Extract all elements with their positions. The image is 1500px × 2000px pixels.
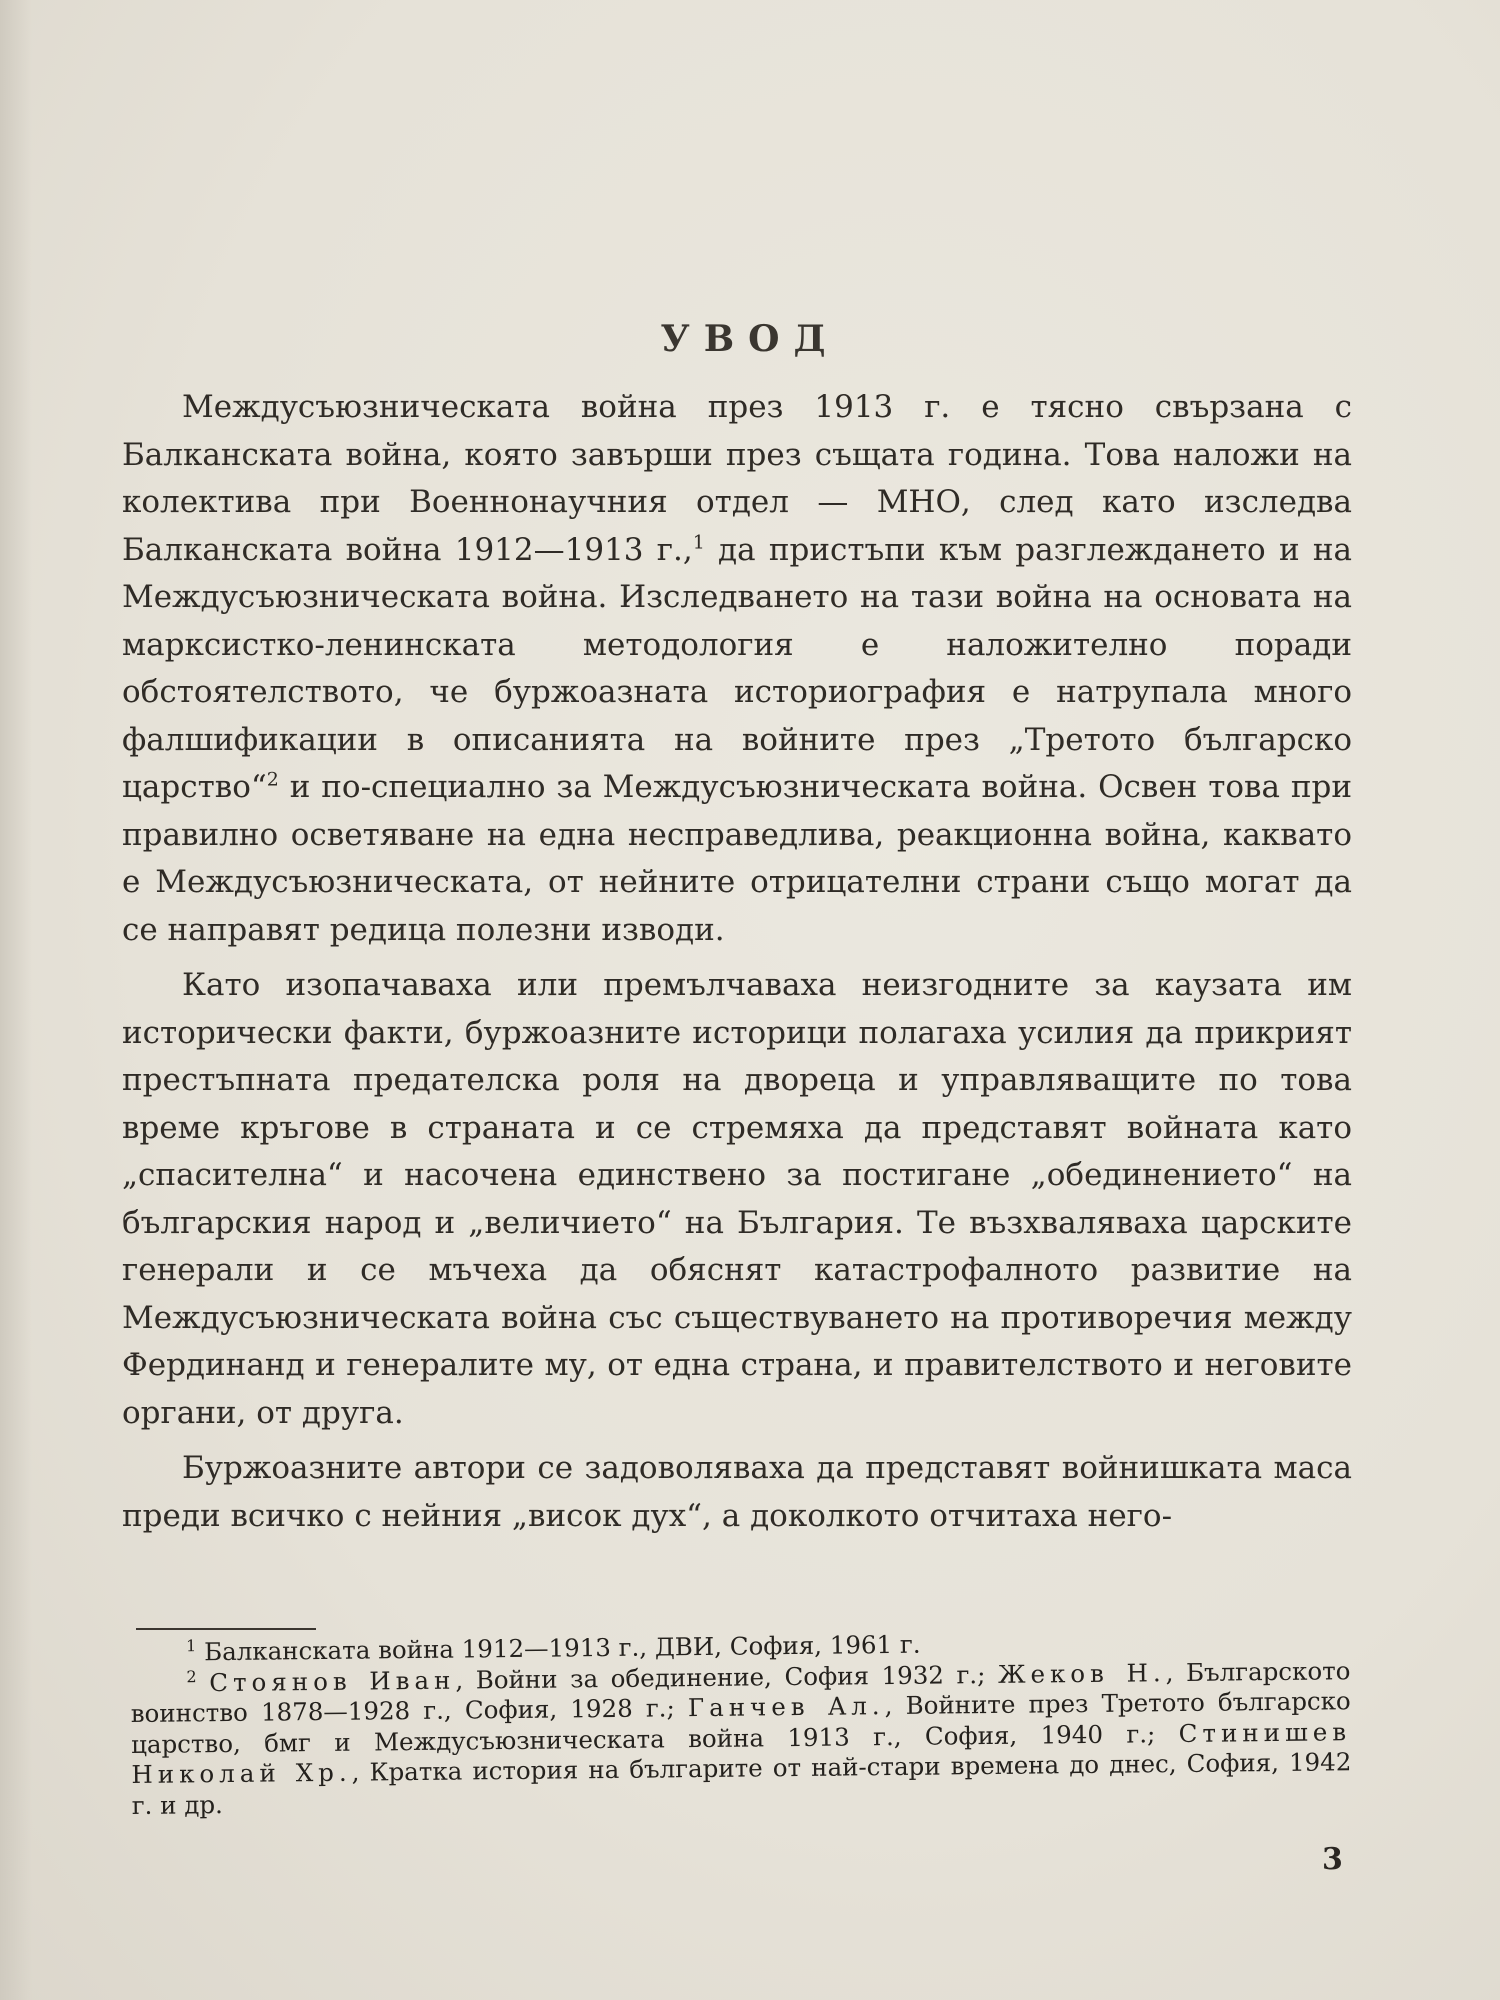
footnote-ref-2: 2: [266, 768, 279, 791]
footnote-ref-1: 1: [692, 531, 705, 554]
footnote-2-author-1: Стоянов Иван: [209, 1665, 456, 1697]
footnote-2: [130, 1656, 1352, 1821]
paragraph-1-part-b: да пристъпи към разглеждането и на Междусъюзническата война. Изследването на тази война на основата на марксистко-ленинската методология е наложително поради обстоятелството, че буржоазната историография е натрупала много фалшификации в описанията на войните през „Третото българско царство“: [122, 531, 1353, 805]
main-text: [122, 384, 1352, 1548]
footnote-2-text-4: , Кратка история на българите от най-стари времена до днес, София, 1942 г. и др.: [131, 1747, 1352, 1820]
footnote-2-author-4: Стинишев Николай Хр.: [131, 1716, 1352, 1789]
paragraph-1-part-a: Междусъюзническата война през 1913 г. е тясно свързана с Балканската война, която завърши през същата година. Това наложи на колектива при Военнонаучния отдел — МНО, след като изследва Балканската война 1912—1913 г.,: [122, 389, 1352, 568]
paragraph-1: [122, 384, 1352, 954]
paragraph-2: Като изопачаваха или премълчаваха неизгодните за каузата им исторически факти, буржоазните историци полагаха усилия да прикрият престъпната предателска роля на двореца и управляващите по това време кръгове в страната и се стремяха да представят войната като „спасителна“ и насочена единствено за постигане „обединението“ на българския народ и „величието“ на България. Те възхваляваха царските генерали и се мъчеха да обяснят катастрофалното развитие на Междусъюзническата война със съществуването на противоречия между Фердинанд и генералите му, от една страна, и правителството и неговите органи, от друга.: [122, 967, 1352, 1431]
footnote-2-author-3: Ганчев Ал.: [687, 1691, 885, 1723]
footnote-1-text: Балканската война 1912—1913 г., ДВИ, София, 1961 г.: [196, 1629, 921, 1667]
footnotes: [130, 1625, 1352, 1821]
footnote-divider: [136, 1628, 316, 1630]
page-number: 3: [1322, 1842, 1343, 1877]
paragraph-1-part-c: и по-специално за Междусъюзническата война. Освен това при правилно осветяване на една несправедлива, реакционна война, каквато е Междусъюзническата, от нейните отрицателни страни също могат да се направят редица полезни изводи.: [122, 769, 1352, 948]
page-gutter-shadow: [0, 0, 32, 2000]
footnote-2-text-1: , Войни за обединение, София 1932 г.;: [455, 1659, 999, 1695]
footnote-1-marker: 1: [185, 1636, 197, 1656]
paragraph-3: Буржоазните автори се задоволяваха да представят войнишката маса преди всичко с нейния „висок дух“, а доколкото отчитаха него-: [122, 1450, 1352, 1534]
footnote-2-marker: 2: [186, 1666, 197, 1686]
footnote-2-text-3: , Войните през Третото българско царство, бмг и Междусъюзническата война 1913 г., София, 1940 г.;: [130, 1686, 1351, 1759]
chapter-title: УВОД: [660, 318, 840, 360]
footnote-2-text-2: , Българското воинство 1878—1928 г., София, 1928 г.;: [130, 1655, 1351, 1728]
footnote-2-author-2: Жеков Н.: [997, 1657, 1166, 1689]
